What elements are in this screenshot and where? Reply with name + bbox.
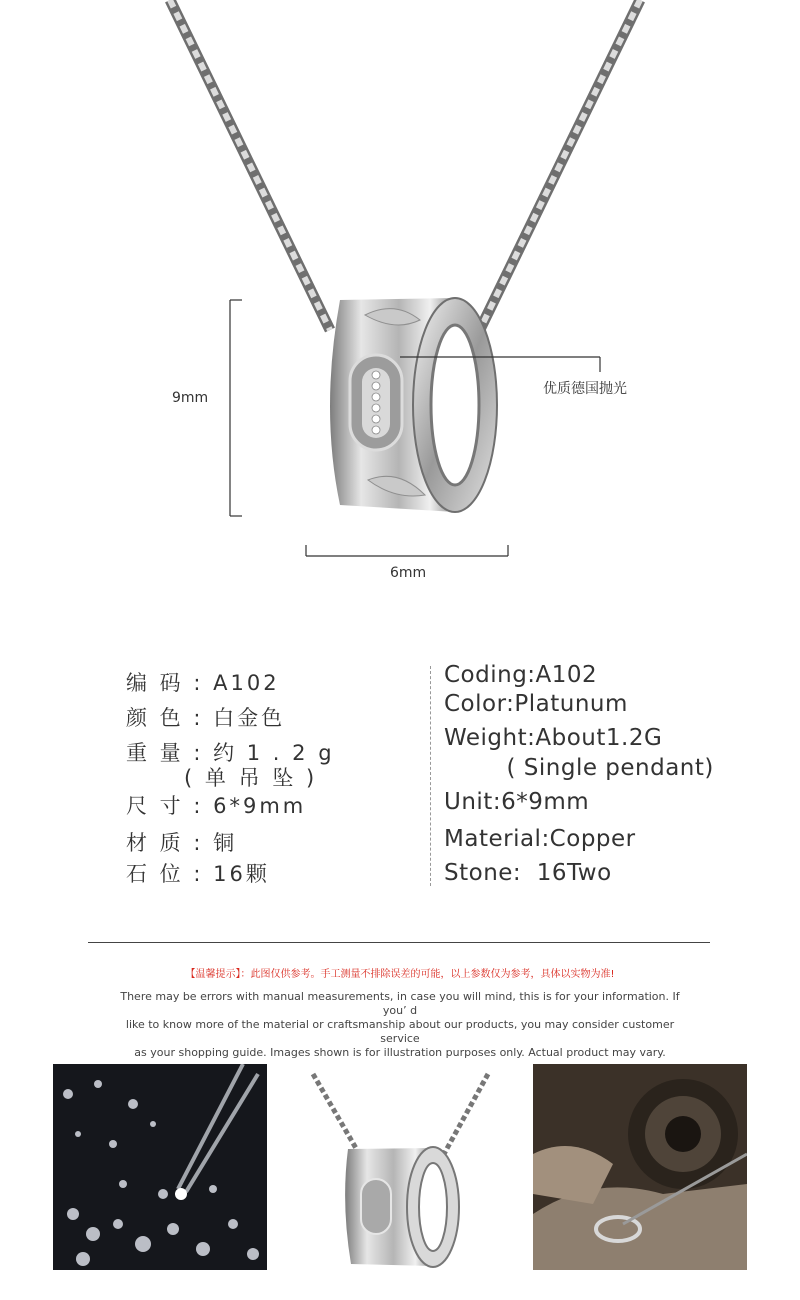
height-dimension xyxy=(230,300,242,516)
notice-en-line: There may be errors with manual measurements, in case you will mind, this is for your information. If you’ d xyxy=(120,990,680,1017)
diamonds-tweezers-photo xyxy=(53,1064,267,1270)
spec-cn-weight: 重 量 : 约 1 . 2 g xyxy=(126,741,335,765)
notice-en-line: like to know more of the material or craftsmanship about our products, you may consider customer service xyxy=(125,1018,675,1045)
crafting-photo xyxy=(533,1064,747,1270)
spec-en-stone: Stone: 16Two xyxy=(444,860,612,886)
height-label: 9mm xyxy=(172,390,209,406)
spec-en-coding: Coding:A102 xyxy=(444,662,598,688)
pendant xyxy=(330,298,497,512)
chain-left xyxy=(170,0,330,330)
spec-cn-material: 材 质 : 铜 xyxy=(126,831,238,855)
spec-divider xyxy=(430,666,431,886)
notice-en-line: as your shopping guide. Images shown is for illustration purposes only. Actual product may vary. xyxy=(134,1046,666,1059)
polish-callout-label: 优质德国抛光 xyxy=(543,381,627,397)
pendant-illustration xyxy=(0,0,800,620)
chain-right xyxy=(470,0,640,350)
width-label: 6mm xyxy=(390,565,427,581)
spec-en-color: Color:Platunum xyxy=(444,691,628,717)
product-diagram xyxy=(0,0,800,620)
spec-cn-size: 尺 寸 : 6*9mm xyxy=(126,794,307,818)
notice-cn: 【温馨提示】：此图仅供参考。手工测量不排除误差的可能，以上参数仅为参考，具体以实物为准! xyxy=(185,969,615,980)
spec-en-weight: Weight:About1.2G xyxy=(444,725,663,751)
spec-cn-coding: 编 码 : A102 xyxy=(126,671,280,695)
spec-cn-color: 颜 色 : 白金色 xyxy=(126,706,286,730)
section-divider xyxy=(88,942,710,943)
spec-cn-weight-note: ( 单 吊 坠 ) xyxy=(126,766,318,790)
notice-en xyxy=(120,990,680,1060)
spec-en-weight-note: ( Single pendant) xyxy=(444,755,714,781)
width-dimension xyxy=(306,545,508,556)
spec-en-material: Material:Copper xyxy=(444,826,636,852)
pendant-photo xyxy=(293,1064,507,1270)
spec-cn-stone: 石 位 : 16颗 xyxy=(126,862,270,886)
spec-en-unit: Unit:6*9mm xyxy=(444,789,590,815)
